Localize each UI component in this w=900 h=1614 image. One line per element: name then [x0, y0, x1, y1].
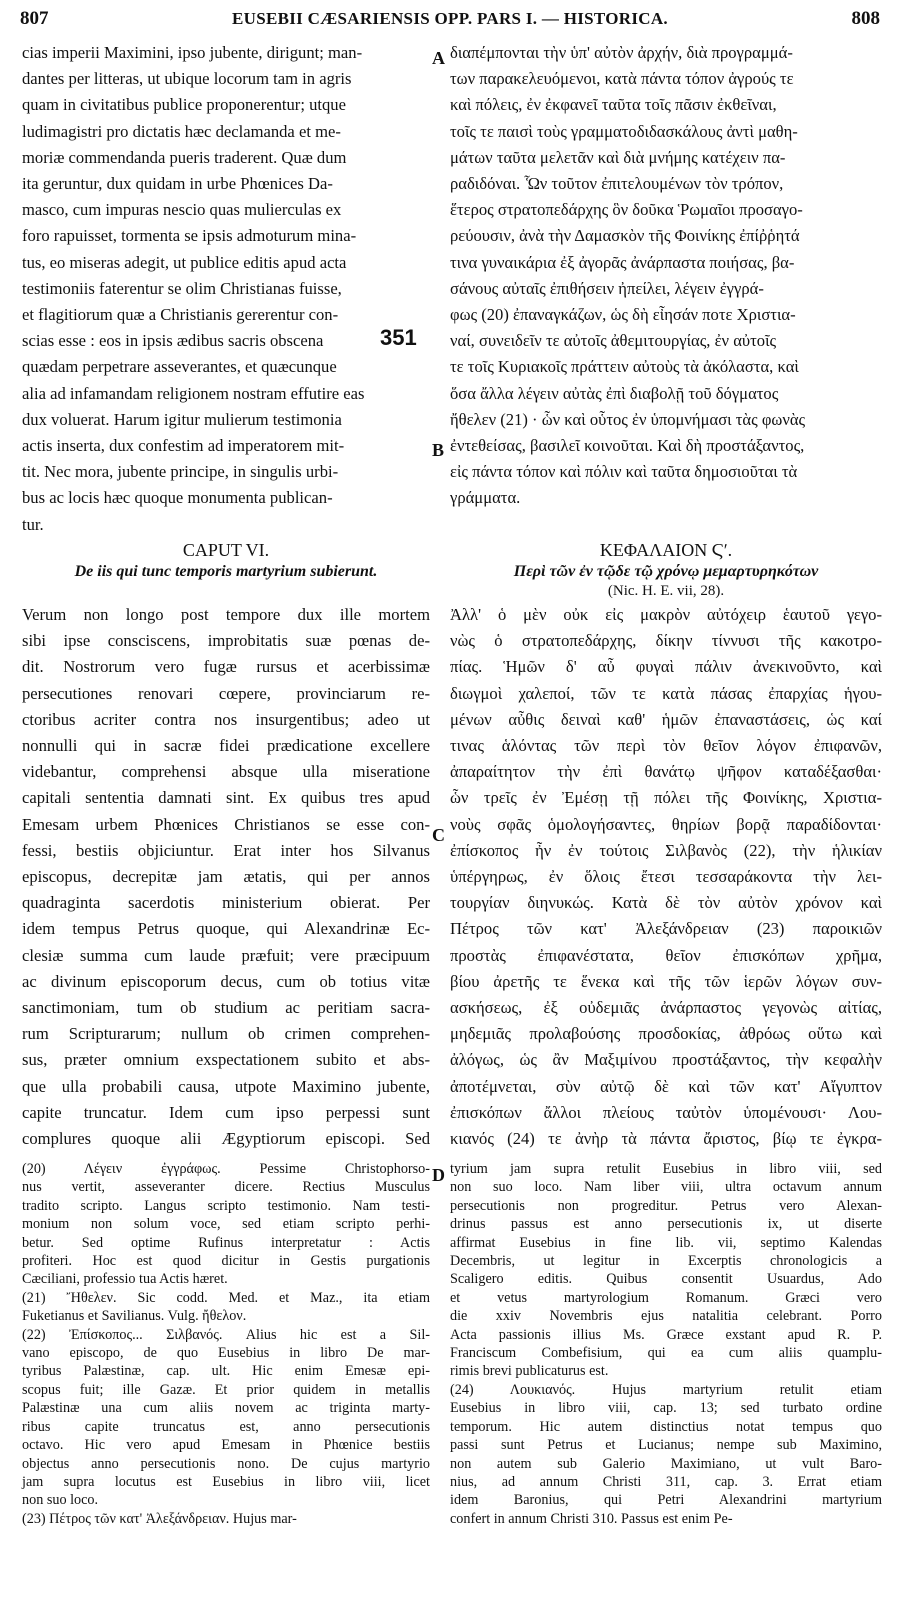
- footnote-line: tyribus Palæstinæ, cap. ult. Hic enim Emesæ epi-: [22, 1363, 430, 1380]
- footnote-line: tradito scripto. Langus scripto testimonio. Nam testi-: [22, 1197, 430, 1214]
- latin-text-line: ctoribus acriter contra nos insurgentibus; adeo ut: [22, 709, 430, 729]
- footnote: [450, 1160, 882, 1381]
- latin-text-line: Emesam urbem Phœnices Christianos se esse con-: [22, 814, 430, 834]
- greek-text-line: μάτων ταῦτα μελετᾶν καὶ διὰ μνήμης κατέχειν πα-: [450, 147, 786, 167]
- latin-text-line: nonnulli qui in sacræ fidei prædicatione excellere: [22, 736, 430, 756]
- greek-text-line: προστὰς ἐπιφανέστατα, θεῖον ἐπισκόπων χρῆμα,: [450, 945, 882, 965]
- latin-text-line: clesiæ summa cum laude præfuit; vere præcipuum: [22, 945, 430, 965]
- footnote-line: profiteri. Hoc est quod dicitur in Gestis purgationis: [22, 1253, 430, 1270]
- latin-text-line: Verum non longo post tempore dux ille mortem: [22, 605, 430, 624]
- latin-text-line: videbantur, comprehensi absque ulla miseratione: [22, 762, 430, 782]
- footnote-line: (20) Λέγειν ἐγγράφως. Pessime Christophorso-: [22, 1161, 430, 1177]
- footnotes-left: [22, 1160, 430, 1528]
- greek-text-line: εἰς πάντα τόπον καὶ πόλιν καὶ ταῦτα δημοσιοῦται τὰ: [450, 462, 798, 482]
- greek-text-line: ἀλόγως, ὡς ἂν Μαξιμίνου προστάξαντος, τὴν κεφαλὴν: [450, 1050, 882, 1070]
- footnote-line: non suo loco. Nam liber viii, ultra octavum annum: [450, 1179, 882, 1196]
- greek-chapter-subtitle: Περὶ τῶν ἐν τῷδε τῷ χρόνῳ μεμαρτυρηκότων: [513, 563, 819, 580]
- footnote-line: (21) Ἤθελεν. Sic codd. Med. et Maz., ita etiam: [22, 1289, 430, 1306]
- greek-text-line: τουργίαν διηνυκώς. Κατὰ δὲ τὸν αὐτὸν χρόνον καὶ: [450, 893, 882, 913]
- footnote-line: die xxiv Novembris ejus natalitia celebrant. Porro: [450, 1308, 882, 1325]
- greek-text-line: νοὺς σφᾶς ὁμολογήσαντες, θηρίων βορᾷ παραδίδονται·: [450, 814, 882, 834]
- footnote-line: Decembris, ut legitur in Excerptis chronologicis a: [450, 1253, 882, 1270]
- greek-text-line: πίας. Ἡμῶν δ' αὖ φυγαὶ πάλιν ἀνεκινοῦντο, καὶ: [450, 657, 882, 677]
- footnote: [450, 1381, 882, 1528]
- latin-text-line: bus ac locis hæc quoque monumenta publican-: [22, 488, 333, 508]
- greek-text-line: ασκήσεως, ἐξ οὐδεμιᾶς ἀνάρπαστος γεγονὼς αἰτίας,: [450, 998, 882, 1018]
- greek-text-line: Πέτρος τῶν κατ' Ἀλεξάνδρειαν (23) παροικιῶν: [450, 919, 882, 939]
- footnote-line: non suo loco.: [22, 1492, 99, 1509]
- greek-text-line: διωγμοὶ χαλεποί, τῶν τε κατὰ πάσας ἐπαρχίας ἡγου-: [450, 683, 882, 703]
- footnote-line: passi sunt Petrus et Lucianus; nempe sub Maximino,: [450, 1437, 882, 1454]
- greek-text-line: ὅσα ἄλλα λέγειν αὐτὰς ἐπὶ διαβολῇ τοῦ δόγματος: [450, 383, 779, 403]
- greek-text-line: ἐπισκόπων ἄλλοι πλείους ταὐτὸν ὑπομένουσι· Λου-: [450, 1102, 882, 1122]
- latin-text-line: quædam perpetrare asseverantes, et quæcunque: [22, 357, 337, 377]
- footnote-line: persecutionis non progreditur. Petrus vero Alexan-: [450, 1197, 882, 1214]
- greek-top-text: [450, 40, 882, 512]
- footnote-line: octavo. Hic vero apud Emesam in Phœnice bestiis: [22, 1437, 430, 1454]
- latin-text-line: quadraginta sacerdotis ministerium obierat. Per: [22, 893, 430, 913]
- footnote-line: monium non solum voce, sed etiam scripto perhi-: [22, 1216, 430, 1233]
- latin-text-line: complures quoque alii Ægyptiorum episcopi. Sed: [22, 1129, 430, 1149]
- latin-text-line: ac divinum episcoporum decus, cum ob totius vitæ: [22, 971, 430, 991]
- page-number-right: 808: [851, 8, 880, 29]
- greek-text-line: των παρακελευόμενοι, κατὰ πάντα τόπον ἀγρούς τε: [450, 69, 794, 89]
- greek-text-line: ἐντεθείσας, βασιλεῖ κοινοῦται. Καὶ δὴ προστάξαντος,: [450, 436, 805, 456]
- greek-text-line: ὑπέργηρως, ἐν ὅλοις ἔτεσι τεσσαράκοντα τὴν λει-: [450, 867, 882, 887]
- latin-text-line: tus, eo miseras adegit, ut publice editis apud acta: [22, 252, 347, 272]
- greek-text-line: διαπέμπονται τὴν ὑπ' αὐτὸν ἀρχήν, διὰ προγραμμά-: [450, 43, 793, 62]
- footnote: [22, 1510, 430, 1528]
- greek-text-line: ρεύουσιν, ἀνὰ τὴν Δαμασκὸν τῆς Φοινίκης ἐπίῤῥητά: [450, 226, 800, 246]
- margin-marker-b: B: [432, 440, 445, 460]
- greek-text-line: τινα γυναικάρια ἐξ ἀγορᾶς ἀνάρπαστα ποιήσας, βα-: [450, 252, 795, 272]
- footnote: [22, 1160, 430, 1289]
- greek-chapter-heading: [450, 538, 882, 600]
- greek-chapter-title: ΚΕΦΑΛΑΙΟΝ Ϛʹ.: [599, 540, 733, 560]
- footnote-line: nus vertit, asseveranter dicere. Rectius Musculus: [22, 1179, 430, 1196]
- footnote-line: temporum. Hic autem distinctius notat tempus quo: [450, 1418, 882, 1435]
- greek-text-line: ἐπίσκοπος ἦν ἐν τούτοις Σιλβανὸς (22), τὴν ἡλικίαν: [450, 840, 882, 860]
- latin-text-line: dit. Nostrorum vero fugæ rursus et acerbissimæ: [22, 657, 430, 677]
- greek-text-line: τε τοῖς Κυριακοῖς πράττειν αὐτοὺς τὰ ἀκόλαστα, καὶ: [450, 357, 799, 377]
- footnote-line: et vetus martyrologium Romanum. Græci vero: [450, 1289, 882, 1306]
- footnote-line: scopus fuit; ille Gazæ. Et prior quidem in metallis: [22, 1381, 430, 1398]
- latin-text-line: dux voluerat. Harum igitur mulierum testimonia: [22, 409, 342, 429]
- latin-text-line: rum Scripturarum; nullum ob crimen comprehen-: [22, 1024, 430, 1044]
- greek-text-line: μηδεμιᾶς προλαβούσης προσδοκίας, ἀθρόως οὕτω καὶ: [450, 1024, 882, 1044]
- latin-text-line: sus, præter omnium exspectationem subito et abs-: [22, 1050, 430, 1070]
- page-number-left: 807: [20, 8, 49, 29]
- latin-chapter-heading: [22, 538, 430, 582]
- latin-body-text: [22, 602, 430, 1152]
- greek-text-line: ἀποτέμνεται, σὺν αὐτῷ δὲ καὶ τῶν κατ' Αἴγυπτον: [450, 1076, 882, 1096]
- footnotes-right: [450, 1160, 882, 1528]
- running-title: EUSEBII CÆSARIENSIS OPP. PARS I. — HISTORICA.: [232, 9, 668, 28]
- footnote-line: objectus anno persecutionis nono. De cujus martyrio: [22, 1455, 430, 1472]
- latin-text-line: cias imperii Maximini, ipso jubente, dirigunt; man-: [22, 43, 363, 62]
- greek-text-line: Ἀλλ' ὁ μὲν οὐκ εἰς μακρὸν αὐτόχειρ ἑαυτοῦ γεγο-: [450, 605, 882, 624]
- latin-chapter-title: CAPUT VI.: [182, 540, 270, 560]
- latin-column-top: [22, 40, 430, 538]
- footnote: [22, 1326, 430, 1510]
- footnote-line: Franciscum Combefisium, qui ea cum aliis quamplu-: [450, 1345, 882, 1362]
- latin-text-line: capitali sententia damnati sint. Ex quibus tres apud: [22, 788, 430, 808]
- greek-text-line: σάνους αὐταῖς ἐπιθήσειν ἠπείλει, λέγειν ἐγγρά-: [450, 278, 764, 298]
- footnote-line: (24) Λουκιανός. Hujus martyrium retulit etiam: [450, 1381, 882, 1398]
- latin-text-line: foro rapuisset, tormenta se ipsis admoturum mina-: [22, 226, 357, 246]
- latin-text-line: capite truncatur. Idem cum ipso perpessi sunt: [22, 1102, 430, 1122]
- latin-text-line: ita geruntur, dux quidam in urbe Phœnices Da-: [22, 174, 333, 194]
- greek-text-line: μένων αὖθις δειναὶ καθ' ἡμῶν ἐπαναστάσεις, ὡς καί: [450, 709, 882, 729]
- latin-text-line: idem tempus Petrus quoque, qui Alexandrinæ Ec-: [22, 919, 430, 939]
- footnote-line: non autem sub Galerio Maximiano, ut vult Baro-: [450, 1455, 882, 1472]
- latin-text-line: persecutiones renovari cœpere, provinciarum re-: [22, 683, 430, 703]
- latin-text-line: quam in civitatibus publice proponerentur; utque: [22, 95, 346, 115]
- greek-text-line: ναί, συνειδεῖν τε αὐτοῖς ἀθεμιτουργίας, ἐν αὐτοῖς: [450, 331, 777, 351]
- footnote-line: jam supra locutus est Eusebius in libro viii, licet: [22, 1473, 430, 1490]
- footnote-line: confert in annum Christi 310. Passus est enim Pe-: [450, 1510, 733, 1527]
- greek-text-line: νὼς ὁ στρατοπεδάρχης, δίκην τίννυσι τῆς κακοτρο-: [450, 631, 882, 651]
- latin-text-line: masco, cum impuras nescio quas mulierculas ex: [22, 200, 342, 220]
- greek-text-line: ἤθελεν (21) · ὧν καὶ οὗτος ἐν ὑπομνήμασι τὰς φωνὰς: [450, 409, 806, 429]
- latin-text-line: testimoniis faterentur se olim Christianas fuisse,: [22, 278, 342, 298]
- latin-text-line: scias esse : eos in ipsis ædibus sacris obscena: [22, 331, 324, 351]
- latin-text-line: tit. Nec mora, jubente principe, in singulis urbi-: [22, 462, 339, 482]
- greek-text-line: ἕτερος στρατοπεδάρχης ὃν δοῦκα Ῥωμαῖοι προσαγο-: [450, 200, 803, 220]
- margin-marker-d: D: [432, 1165, 445, 1185]
- greek-chapter-reference: (Nic. H. E. vii, 28).: [607, 583, 725, 599]
- latin-top-text: [22, 40, 430, 538]
- greek-text-line: κιανός (24) τε ἀνὴρ τὰ πάντα ἄριστος, βίῳ τε ἐγκρα-: [450, 1129, 882, 1149]
- greek-column-top: [450, 40, 882, 512]
- latin-text-line: ludimagistri pro dictatis hæc declamanda et me-: [22, 121, 341, 141]
- footnote-line: Eusebius in libro viii, cap. 13; sed turbato ordine: [450, 1400, 882, 1417]
- footnote-line: tyrium jam supra retulit Eusebius in libro viii, sed: [450, 1161, 882, 1177]
- footnote-line: vano episcopo, de quo Eusebius in libro De mar-: [22, 1345, 430, 1362]
- footnote-line: betur. Sed optime Rufinus interpretatur : Actis: [22, 1234, 430, 1251]
- footnote-line: rimis brevi publicaturus est.: [450, 1363, 609, 1380]
- footnote-line: Fuketianus et Savilianus. Vulg. ἤθελον.: [22, 1308, 247, 1325]
- running-header: [20, 8, 880, 34]
- footnote-line: Scaligero editis. Quibus consentit Usuardus, Ado: [450, 1271, 882, 1288]
- latin-text-line: dantes per litteras, ut ubique locorum tam in agris: [22, 69, 352, 89]
- footnote-line: ribus capite truncatus est, anno persecutionis: [22, 1418, 430, 1435]
- footnote-line: idem Baronius, qui Petri Alexandrini martyrium: [450, 1492, 882, 1509]
- latin-text-line: sibi ipse consciscens, improbitatis suæ pœnas de-: [22, 631, 430, 651]
- greek-text-line: ραδιδόναι. Ὧν τοῦτον ἐπιτελουμένων τὸν τρόπον,: [450, 174, 784, 194]
- latin-text-line: tur.: [22, 514, 44, 534]
- footnote-line: drinus passus est anno persecutionis ix, ut diserte: [450, 1216, 882, 1233]
- latin-text-line: que ulla probabili causa, utpote Maximino jubente,: [22, 1076, 430, 1096]
- footnote-line: (23) Πέτρος τῶν κατ' Ἀλεξάνδρειαν. Hujus mar-: [22, 1510, 297, 1527]
- footnote: [22, 1289, 430, 1326]
- greek-body-text: [450, 602, 882, 1152]
- greek-text-line: βίου ἀρετῆς τε ἕνεκα καὶ τῆς τῶν ἱερῶν λόγων συν-: [450, 971, 882, 991]
- greek-text-line: τοῖς τε παισὶ τοὺς γραμματοδιδασκάλους ἀντὶ μαθη-: [450, 121, 798, 141]
- latin-text-line: sanctimoniam, tum ob studium ac peritiam sacra-: [22, 998, 430, 1018]
- latin-text-line: moriæ commendanda pueris traderent. Quæ dum: [22, 147, 347, 167]
- footnote-line: Palæstinæ una cum aliis novem ac triginta marty-: [22, 1400, 430, 1417]
- greek-text-line: τινας ἁλόντας τῶν περὶ τὸν θεῖον λόγον ἐπιφανῶν,: [450, 736, 882, 756]
- greek-text-line: ὧν τρεῖς ἐν Ἐμέσῃ τῇ πόλει τῆς Φοινίκης, Χριστια-: [450, 788, 882, 808]
- greek-text-line: γράμματα.: [450, 488, 521, 508]
- margin-marker-a: A: [432, 48, 445, 68]
- greek-text-line: ἀπαραίτητον τὴν ἐπὶ θανάτῳ ψῆφον καταδέξασθαι·: [450, 762, 882, 782]
- latin-column-body: [22, 602, 430, 1152]
- greek-text-line: καὶ πόλεις, ἐν ἐκφανεῖ ταῦτα τοῖς πᾶσιν ἐκθεῖναι,: [450, 95, 777, 115]
- greek-column-body: [450, 602, 882, 1152]
- latin-text-line: et flagitiorum quæ a Christianis gererentur con-: [22, 305, 339, 325]
- margin-marker-c: C: [432, 825, 445, 845]
- latin-text-line: episcopus, decrepitæ jam ætatis, qui per annos: [22, 867, 430, 887]
- footnote-line: affirmat Eusebius in fine lib. vii, septimo Kalendas: [450, 1234, 882, 1251]
- column-number: 351: [380, 325, 417, 350]
- footnote-line: Acta passionis illius Ms. Græce exstant apud R. P.: [450, 1326, 882, 1343]
- latin-text-line: alia ad infamandam religionem nostram effutire eas: [22, 383, 365, 403]
- footnote-line: nius, ad annum Christi 311, cap. 3. Errat etiam: [450, 1473, 882, 1490]
- latin-chapter-subtitle: De iis qui tunc temporis martyrium subierunt.: [74, 563, 378, 580]
- greek-text-line: φως (20) ἐπαναγκάζων, ὡς δὴ εἶησάν ποτε Χριστια-: [450, 305, 796, 325]
- footnote-line: (22) Ἐπίσκοπος... Σιλβανός. Alius hic est a Sil-: [22, 1326, 430, 1343]
- latin-text-line: actis inserta, dux confestim ad imperatorem mit-: [22, 436, 345, 456]
- footnote-line: Cæciliani, professio tua Actis hæret.: [22, 1271, 228, 1288]
- latin-text-line: fessi, bestiis objiciuntur. Erat inter hos Silvanus: [22, 840, 430, 860]
